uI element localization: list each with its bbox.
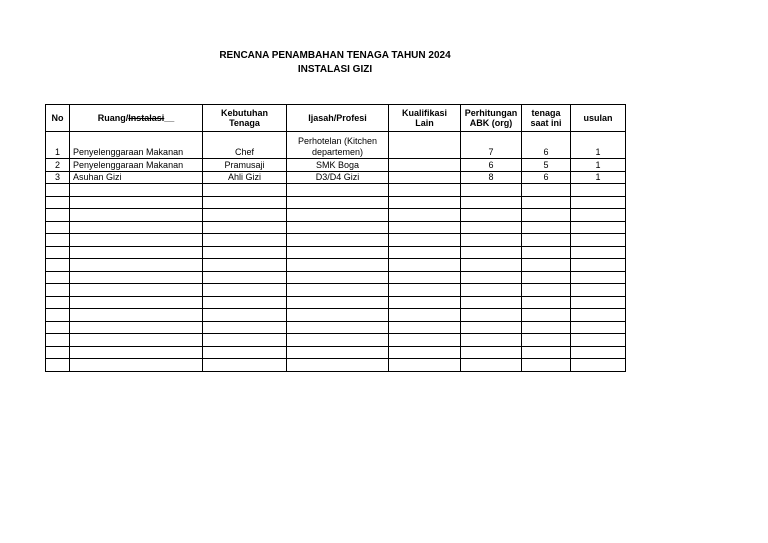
cell-kualifikasi — [389, 159, 461, 172]
empty-cell — [461, 346, 522, 359]
table-row — [46, 132, 626, 159]
table-row-empty — [46, 296, 626, 309]
empty-cell — [571, 209, 626, 222]
empty-cell — [571, 284, 626, 297]
empty-cell — [461, 246, 522, 259]
empty-cell — [389, 296, 461, 309]
empty-cell — [203, 346, 287, 359]
empty-cell — [46, 359, 70, 372]
empty-cell — [203, 234, 287, 247]
empty-cell — [571, 309, 626, 322]
cell-kebutuhan: Ahli Gizi — [203, 171, 287, 184]
empty-cell — [287, 184, 389, 197]
empty-cell — [203, 284, 287, 297]
empty-cell — [287, 284, 389, 297]
cell-kebutuhan: Chef — [203, 132, 287, 159]
empty-cell — [461, 271, 522, 284]
empty-cell — [70, 284, 203, 297]
empty-cell — [571, 321, 626, 334]
empty-cell — [70, 196, 203, 209]
empty-cell — [46, 296, 70, 309]
table-row-empty — [46, 271, 626, 284]
empty-cell — [203, 334, 287, 347]
empty-cell — [571, 196, 626, 209]
empty-cell — [522, 234, 571, 247]
cell-ruang: Penyelenggaraan Makanan — [70, 159, 203, 172]
empty-cell — [203, 221, 287, 234]
table-row-empty — [46, 234, 626, 247]
empty-cell — [203, 209, 287, 222]
cell-usulan: 1 — [571, 159, 626, 172]
empty-cell — [70, 321, 203, 334]
empty-cell — [571, 359, 626, 372]
empty-cell — [70, 246, 203, 259]
empty-cell — [571, 271, 626, 284]
empty-cell — [70, 296, 203, 309]
table-row-empty — [46, 246, 626, 259]
cell-kualifikasi — [389, 132, 461, 159]
empty-cell — [522, 346, 571, 359]
table-row-empty — [46, 221, 626, 234]
empty-cell — [522, 221, 571, 234]
empty-cell — [70, 221, 203, 234]
table-row-empty — [46, 184, 626, 197]
empty-cell — [70, 209, 203, 222]
empty-cell — [287, 259, 389, 272]
empty-cell — [287, 209, 389, 222]
cell-no: 3 — [46, 171, 70, 184]
empty-cell — [461, 184, 522, 197]
empty-cell — [571, 346, 626, 359]
table-row — [46, 171, 626, 184]
empty-cell — [46, 234, 70, 247]
cell-no: 1 — [46, 132, 70, 159]
table-header-row — [46, 105, 626, 132]
empty-cell — [389, 246, 461, 259]
header-kebutuhan: Kebutuhan Tenaga — [203, 105, 287, 132]
header-ruang-part1: Ruang/ — [97, 113, 129, 123]
table-row-empty — [46, 209, 626, 222]
empty-cell — [70, 184, 203, 197]
empty-cell — [203, 184, 287, 197]
empty-cell — [203, 359, 287, 372]
empty-cell — [70, 271, 203, 284]
header-ijasah: Ijasah/Profesi — [287, 105, 389, 132]
table-row-empty — [46, 196, 626, 209]
empty-cell — [46, 259, 70, 272]
empty-cell — [389, 309, 461, 322]
cell-tenaga: 6 — [522, 132, 571, 159]
empty-cell — [46, 196, 70, 209]
empty-cell — [46, 246, 70, 259]
header-ruang-part3: __ — [164, 113, 175, 123]
empty-cell — [389, 234, 461, 247]
cell-usulan: 1 — [571, 132, 626, 159]
cell-kebutuhan: Pramusaji — [203, 159, 287, 172]
empty-cell — [46, 309, 70, 322]
empty-cell — [287, 246, 389, 259]
empty-cell — [287, 221, 389, 234]
empty-cell — [287, 359, 389, 372]
cell-perhitungan: 7 — [461, 132, 522, 159]
empty-cell — [203, 296, 287, 309]
empty-cell — [522, 209, 571, 222]
header-tenaga: tenaga saat ini — [522, 105, 571, 132]
header-kualifikasi: Kualifikasi Lain — [389, 105, 461, 132]
cell-perhitungan: 8 — [461, 171, 522, 184]
empty-cell — [389, 284, 461, 297]
empty-cell — [287, 271, 389, 284]
empty-cell — [389, 259, 461, 272]
table-row-empty — [46, 284, 626, 297]
empty-cell — [46, 284, 70, 297]
empty-cell — [461, 296, 522, 309]
empty-cell — [203, 309, 287, 322]
cell-ijasah: SMK Boga — [287, 159, 389, 172]
empty-cell — [70, 309, 203, 322]
empty-cell — [522, 259, 571, 272]
empty-cell — [522, 334, 571, 347]
table-row-empty — [46, 309, 626, 322]
header-no: No — [46, 105, 70, 132]
empty-cell — [522, 184, 571, 197]
empty-cell — [46, 209, 70, 222]
empty-cell — [461, 221, 522, 234]
empty-cell — [389, 209, 461, 222]
empty-cell — [46, 321, 70, 334]
empty-cell — [461, 359, 522, 372]
table-row-empty — [46, 321, 626, 334]
empty-cell — [287, 346, 389, 359]
empty-cell — [46, 221, 70, 234]
empty-cell — [571, 334, 626, 347]
empty-cell — [70, 234, 203, 247]
empty-cell — [389, 271, 461, 284]
empty-cell — [203, 196, 287, 209]
empty-cell — [461, 259, 522, 272]
empty-cell — [461, 209, 522, 222]
cell-ijasah: Perhotelan (Kitchen departemen) — [287, 132, 389, 159]
empty-cell — [203, 246, 287, 259]
empty-cell — [389, 346, 461, 359]
empty-cell — [461, 284, 522, 297]
empty-cell — [461, 234, 522, 247]
cell-ruang: Penyelenggaraan Makanan — [70, 132, 203, 159]
empty-cell — [287, 334, 389, 347]
empty-cell — [461, 309, 522, 322]
empty-cell — [203, 271, 287, 284]
empty-cell — [389, 196, 461, 209]
empty-cell — [287, 309, 389, 322]
empty-cell — [46, 346, 70, 359]
document-subtitle: INSTALASI GIZI — [297, 64, 373, 75]
empty-cell — [287, 234, 389, 247]
cell-tenaga: 6 — [522, 171, 571, 184]
cell-ruang: Asuhan Gizi — [70, 171, 203, 184]
cell-usulan: 1 — [571, 171, 626, 184]
cell-kualifikasi — [389, 171, 461, 184]
cell-no: 2 — [46, 159, 70, 172]
table-row — [46, 159, 626, 172]
table-row-empty — [46, 334, 626, 347]
empty-cell — [522, 246, 571, 259]
empty-cell — [70, 334, 203, 347]
empty-cell — [571, 234, 626, 247]
empty-cell — [46, 184, 70, 197]
cell-tenaga: 5 — [522, 159, 571, 172]
empty-cell — [389, 334, 461, 347]
empty-cell — [461, 334, 522, 347]
empty-cell — [571, 296, 626, 309]
empty-cell — [461, 196, 522, 209]
empty-cell — [203, 321, 287, 334]
document-title: RENCANA PENAMBAHAN TENAGA TAHUN 2024 — [219, 50, 451, 61]
empty-cell — [522, 359, 571, 372]
empty-cell — [522, 284, 571, 297]
empty-cell — [461, 321, 522, 334]
empty-cell — [46, 334, 70, 347]
table-row-empty — [46, 359, 626, 372]
empty-cell — [522, 321, 571, 334]
empty-cell — [389, 321, 461, 334]
header-usulan: usulan — [571, 105, 626, 132]
empty-cell — [522, 309, 571, 322]
empty-cell — [571, 184, 626, 197]
table-row-empty — [46, 259, 626, 272]
empty-cell — [70, 346, 203, 359]
staffing-table — [45, 104, 626, 372]
empty-cell — [571, 259, 626, 272]
empty-cell — [70, 259, 203, 272]
header-ruang-part2: Instalasi — [128, 113, 165, 123]
empty-cell — [522, 271, 571, 284]
empty-cell — [522, 296, 571, 309]
header-perhitungan: Perhitungan ABK (org) — [461, 105, 522, 132]
empty-cell — [389, 184, 461, 197]
empty-cell — [522, 196, 571, 209]
empty-cell — [70, 359, 203, 372]
empty-cell — [571, 246, 626, 259]
table-row-empty — [46, 346, 626, 359]
empty-cell — [571, 221, 626, 234]
cell-perhitungan: 6 — [461, 159, 522, 172]
empty-cell — [287, 296, 389, 309]
empty-cell — [287, 196, 389, 209]
empty-cell — [287, 321, 389, 334]
empty-cell — [203, 259, 287, 272]
empty-cell — [389, 359, 461, 372]
header-ruang — [70, 105, 203, 132]
cell-ijasah: D3/D4 Gizi — [287, 171, 389, 184]
empty-cell — [46, 271, 70, 284]
empty-cell — [389, 221, 461, 234]
